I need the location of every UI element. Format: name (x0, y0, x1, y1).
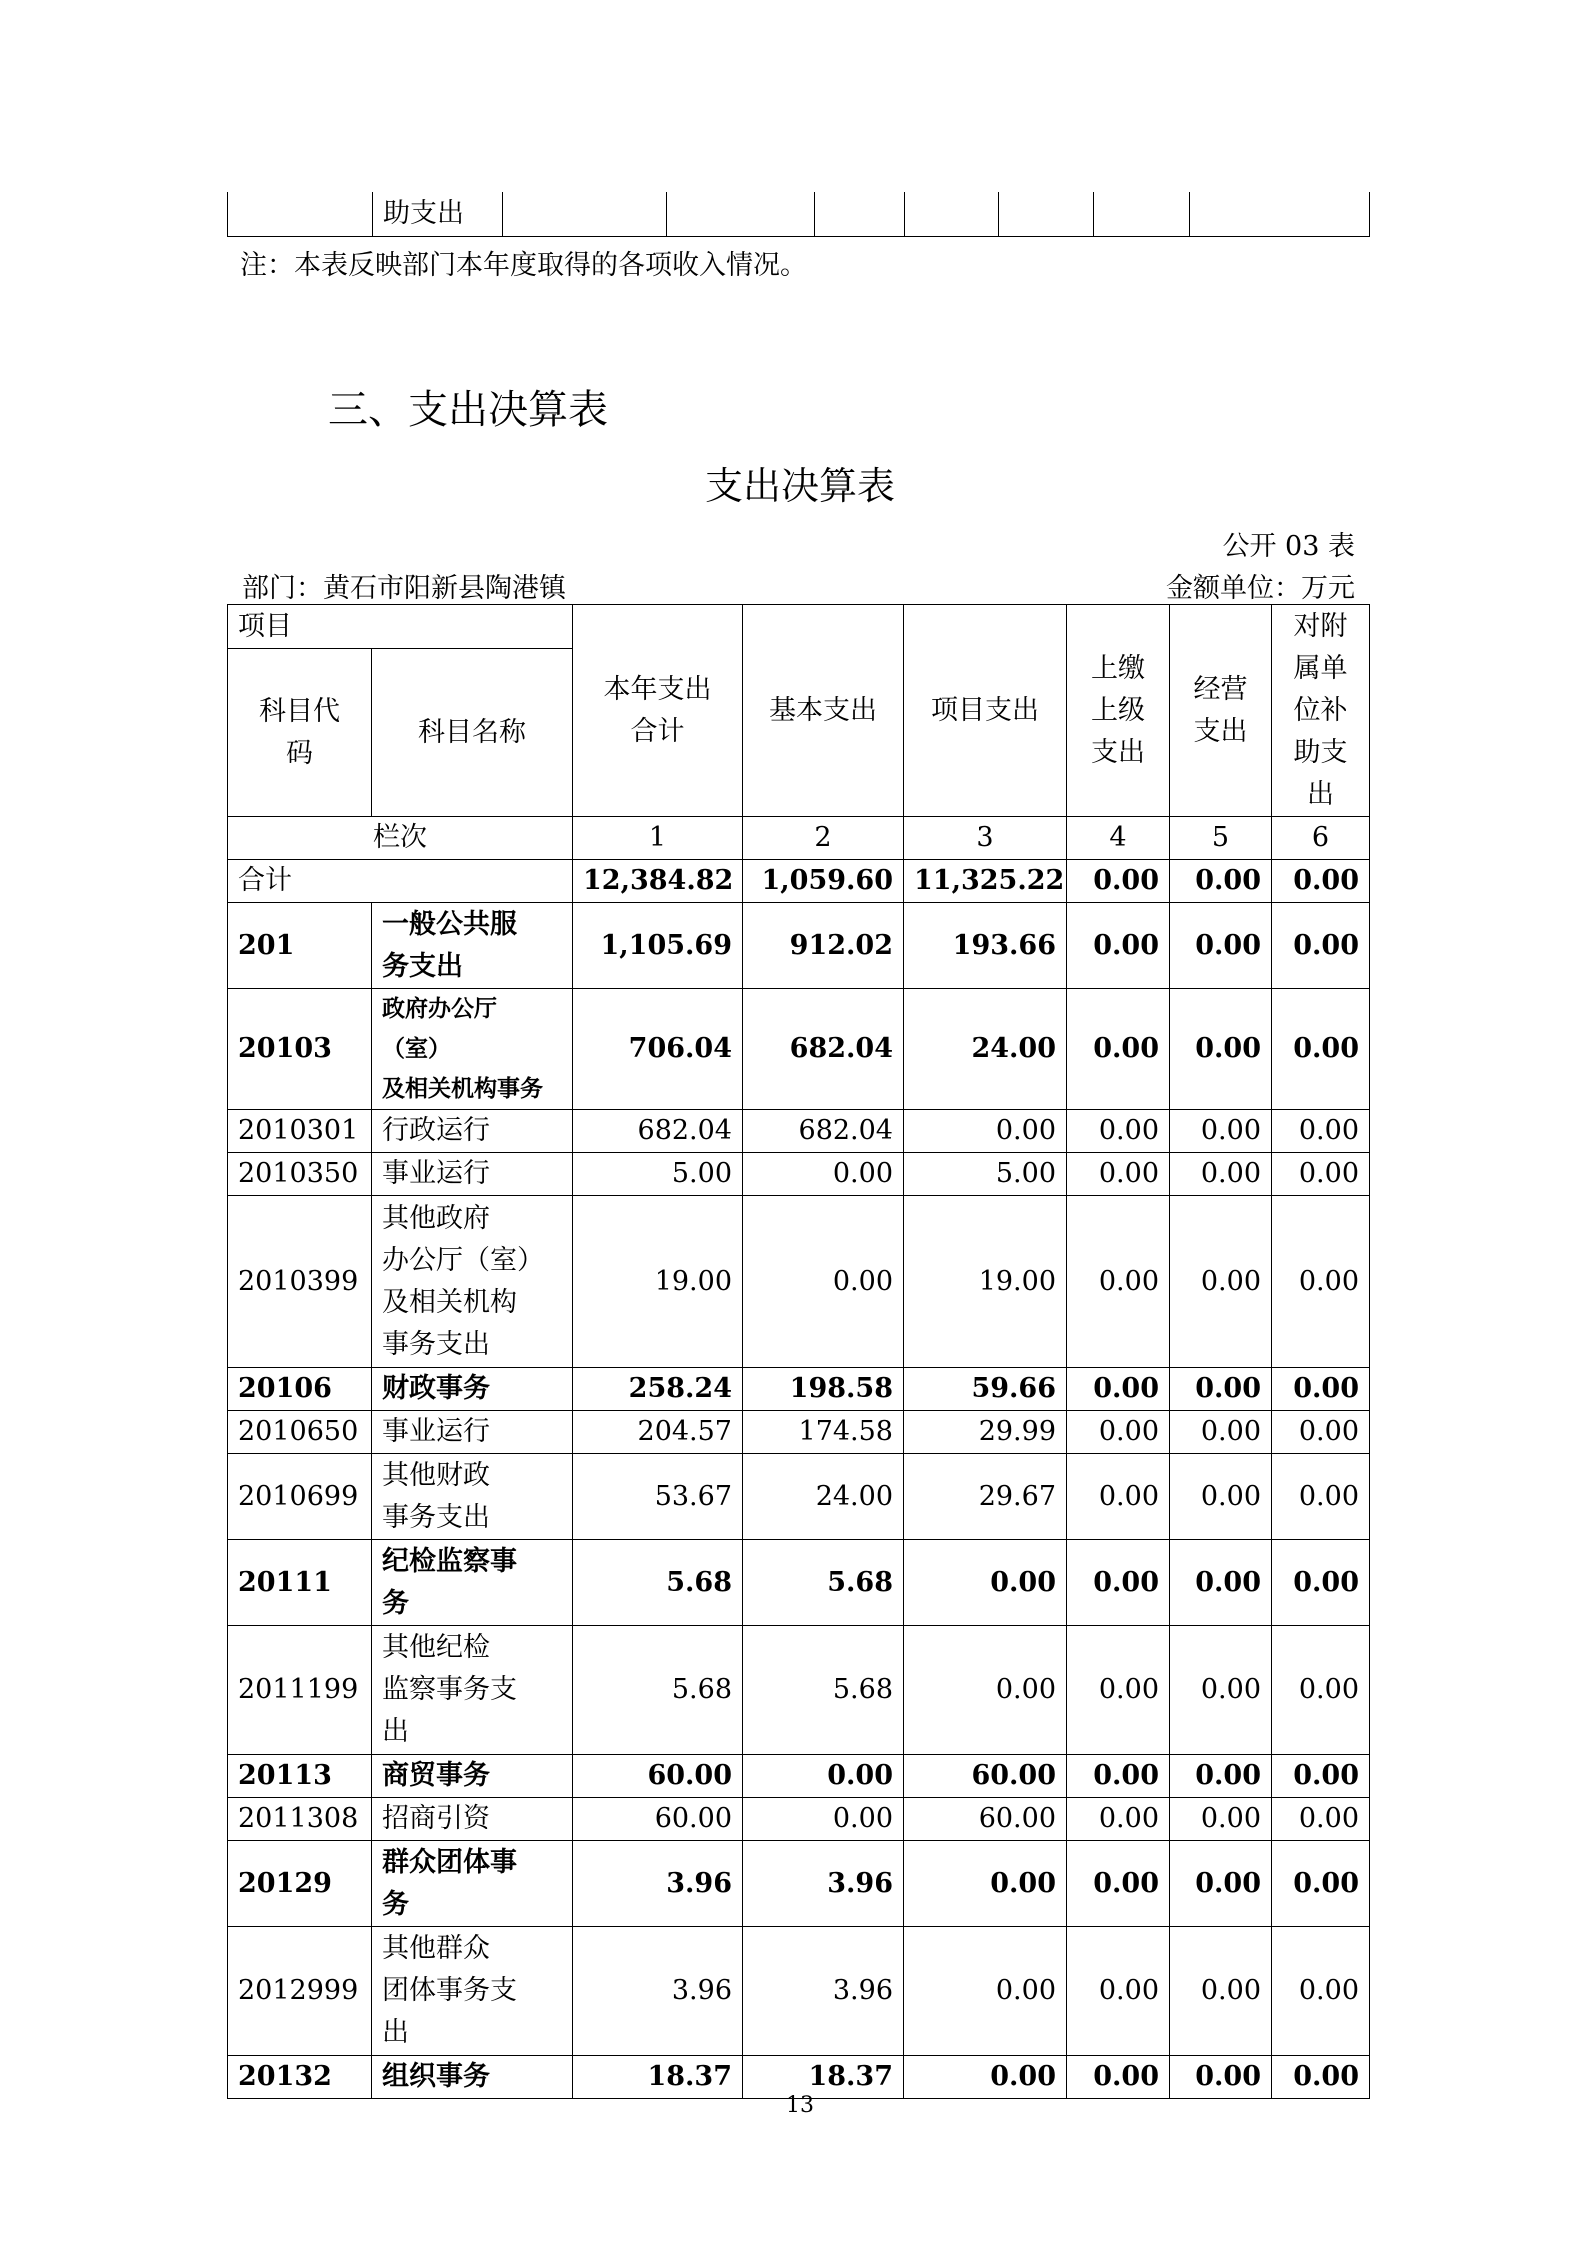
prev-cell (667, 192, 815, 236)
table-row (228, 1841, 1370, 1927)
row-code: 2011308 (228, 1798, 372, 1841)
total-value: 12,384.82 (573, 860, 743, 903)
total-value: 11,325.22 (904, 860, 1067, 903)
row-value: 53.67 (573, 1454, 743, 1540)
row-name: 其他群众 团体事务支 出 (372, 1927, 573, 2056)
row-value: 0.00 (743, 1153, 904, 1196)
prev-cell (905, 192, 999, 236)
row-value: 60.00 (573, 1755, 743, 1798)
row-value: 0.00 (1272, 1540, 1370, 1626)
unit-label: 金额单位：万元 (1166, 573, 1355, 604)
table-row (228, 903, 1370, 989)
row-value: 0.00 (1067, 1540, 1170, 1626)
row-name: 招商引资 (372, 1798, 573, 1841)
row-value: 0.00 (1272, 1368, 1370, 1411)
row-value: 0.00 (1272, 1626, 1370, 1755)
table-row (228, 1153, 1370, 1196)
total-value: 0.00 (1170, 860, 1272, 903)
row-value: 0.00 (904, 1110, 1067, 1153)
row-code: 2012999 (228, 1927, 372, 2056)
total-value: 0.00 (1272, 860, 1370, 903)
row-code: 2010301 (228, 1110, 372, 1153)
row-value: 24.00 (904, 989, 1067, 1110)
table-row (228, 1798, 1370, 1841)
row-value: 60.00 (573, 1798, 743, 1841)
row-value: 5.68 (743, 1626, 904, 1755)
row-value: 0.00 (1067, 1196, 1170, 1368)
department-label: 部门：黄石市阳新县陶港镇 (242, 573, 566, 604)
header-col-num: 6 (1272, 817, 1370, 860)
row-value: 682.04 (743, 1110, 904, 1153)
header-col-num: 5 (1170, 817, 1272, 860)
row-value: 0.00 (1170, 1798, 1272, 1841)
row-value: 0.00 (904, 2056, 1067, 2099)
row-value: 0.00 (1170, 1841, 1272, 1927)
header-upper: 上缴 上级 支出 (1067, 605, 1170, 817)
row-value: 59.66 (904, 1368, 1067, 1411)
row-value: 0.00 (743, 1755, 904, 1798)
row-value: 0.00 (1170, 989, 1272, 1110)
row-value: 0.00 (1272, 2056, 1370, 2099)
total-value: 0.00 (1067, 860, 1170, 903)
row-code: 20132 (228, 2056, 372, 2099)
header-col-num: 4 (1067, 817, 1170, 860)
row-value: 0.00 (1067, 1153, 1170, 1196)
row-name: 纪检监察事 务 (372, 1540, 573, 1626)
header-total: 本年支出 合计 (573, 605, 743, 817)
header-project: 项目 (228, 605, 573, 649)
row-value: 0.00 (743, 1798, 904, 1841)
section-heading: 三、支出决算表 (328, 387, 608, 433)
row-value: 0.00 (1067, 989, 1170, 1110)
row-value: 5.00 (904, 1153, 1067, 1196)
row-value: 24.00 (743, 1454, 904, 1540)
row-name: 财政事务 (372, 1368, 573, 1411)
row-value: 18.37 (573, 2056, 743, 2099)
table-row (228, 1411, 1370, 1454)
row-value: 60.00 (904, 1798, 1067, 1841)
row-value: 0.00 (1067, 1626, 1170, 1755)
row-value: 0.00 (1272, 1755, 1370, 1798)
row-value: 0.00 (1170, 1153, 1272, 1196)
row-name: 事业运行 (372, 1153, 573, 1196)
row-code: 20103 (228, 989, 372, 1110)
row-value: 0.00 (1170, 1411, 1272, 1454)
row-value: 3.96 (573, 1841, 743, 1927)
table-row (228, 1196, 1370, 1368)
header-name: 科目名称 (372, 649, 573, 817)
row-code: 201 (228, 903, 372, 989)
row-value: 0.00 (1272, 1798, 1370, 1841)
header-subsidy: 对附 属单 位补 助支 出 (1272, 605, 1370, 817)
row-value: 706.04 (573, 989, 743, 1110)
row-name: 其他政府 办公厅（室） 及相关机构 事务支出 (372, 1196, 573, 1368)
row-value: 60.00 (904, 1755, 1067, 1798)
row-value: 0.00 (1272, 1153, 1370, 1196)
row-value: 0.00 (1170, 2056, 1272, 2099)
header-col-num: 2 (743, 817, 904, 860)
row-value: 0.00 (1067, 2056, 1170, 2099)
row-value: 0.00 (1170, 1196, 1272, 1368)
row-code: 20113 (228, 1755, 372, 1798)
table-row (228, 1755, 1370, 1798)
table-row (228, 1368, 1370, 1411)
table-row (228, 989, 1370, 1110)
prev-cell (999, 192, 1094, 236)
total-label: 合计 (228, 860, 573, 903)
row-value: 0.00 (1170, 903, 1272, 989)
table-row (228, 1454, 1370, 1540)
row-code: 2011199 (228, 1626, 372, 1755)
header-basic: 基本支出 (743, 605, 904, 817)
row-value: 682.04 (743, 989, 904, 1110)
form-number: 公开 03 表 (1222, 531, 1355, 562)
table-row (228, 1110, 1370, 1153)
prev-cell (1094, 192, 1190, 236)
row-value: 0.00 (1272, 989, 1370, 1110)
expenditure-table (227, 604, 1370, 2099)
row-value: 0.00 (904, 1841, 1067, 1927)
row-value: 198.58 (743, 1368, 904, 1411)
prev-table-note: 注：本表反映部门本年度取得的各项收入情况。 (240, 250, 807, 281)
row-value: 0.00 (1272, 1196, 1370, 1368)
header-column-index: 栏次 (228, 817, 573, 860)
row-value: 0.00 (1067, 903, 1170, 989)
row-value: 0.00 (1067, 1755, 1170, 1798)
row-value: 193.66 (904, 903, 1067, 989)
row-code: 2010650 (228, 1411, 372, 1454)
row-code: 2010350 (228, 1153, 372, 1196)
prev-cell (228, 192, 373, 236)
row-value: 0.00 (1272, 1454, 1370, 1540)
row-value: 29.99 (904, 1411, 1067, 1454)
row-value: 19.00 (573, 1196, 743, 1368)
prev-cell-label: 助支出 (373, 192, 503, 236)
row-value: 0.00 (1067, 1110, 1170, 1153)
row-name: 群众团体事 务 (372, 1841, 573, 1927)
row-value: 0.00 (1067, 1368, 1170, 1411)
row-name: 行政运行 (372, 1110, 573, 1153)
row-value: 0.00 (904, 1626, 1067, 1755)
row-value: 3.96 (743, 1927, 904, 2056)
row-value: 0.00 (1170, 1626, 1272, 1755)
row-value: 0.00 (1170, 1368, 1272, 1411)
row-value: 0.00 (1067, 1454, 1170, 1540)
row-value: 5.00 (573, 1153, 743, 1196)
row-value: 0.00 (1272, 1411, 1370, 1454)
row-value: 5.68 (573, 1626, 743, 1755)
row-value: 0.00 (1170, 1540, 1272, 1626)
previous-table-fragment (227, 192, 1370, 237)
row-value: 174.58 (743, 1411, 904, 1454)
row-value: 0.00 (1170, 1755, 1272, 1798)
row-value: 29.67 (904, 1454, 1067, 1540)
row-value: 0.00 (904, 1927, 1067, 2056)
row-code: 20111 (228, 1540, 372, 1626)
row-code: 20129 (228, 1841, 372, 1927)
table-row (228, 1626, 1370, 1755)
row-name: 政府办公厅（室） 及相关机构事务 (372, 989, 573, 1110)
prev-cell (1190, 192, 1370, 236)
row-value: 0.00 (1067, 1927, 1170, 2056)
page-number: 13 (786, 2093, 814, 2118)
row-name: 事业运行 (372, 1411, 573, 1454)
prev-cell (503, 192, 667, 236)
prev-cell (815, 192, 905, 236)
row-value: 0.00 (1272, 903, 1370, 989)
row-value: 258.24 (573, 1368, 743, 1411)
row-value: 0.00 (1067, 1798, 1170, 1841)
total-value: 1,059.60 (743, 860, 904, 903)
header-business: 经营 支出 (1170, 605, 1272, 817)
header-code: 科目代 码 (228, 649, 372, 817)
table-title: 支出决算表 (704, 464, 895, 508)
row-name: 组织事务 (372, 2056, 573, 2099)
row-value: 0.00 (743, 1196, 904, 1368)
row-value: 0.00 (1170, 1927, 1272, 2056)
row-value: 3.96 (743, 1841, 904, 1927)
row-value: 1,105.69 (573, 903, 743, 989)
row-value: 0.00 (1170, 1110, 1272, 1153)
row-value: 0.00 (1272, 1841, 1370, 1927)
row-value: 912.02 (743, 903, 904, 989)
row-value: 0.00 (1272, 1110, 1370, 1153)
row-code: 2010699 (228, 1454, 372, 1540)
row-value: 3.96 (573, 1927, 743, 2056)
header-col-num: 1 (573, 817, 743, 860)
table-row (228, 1927, 1370, 2056)
row-value: 0.00 (1170, 1454, 1272, 1540)
row-value: 18.37 (743, 2056, 904, 2099)
row-name: 其他纪检 监察事务支 出 (372, 1626, 573, 1755)
row-name: 商贸事务 (372, 1755, 573, 1798)
row-value: 0.00 (1067, 1841, 1170, 1927)
row-value: 0.00 (904, 1540, 1067, 1626)
row-value: 5.68 (573, 1540, 743, 1626)
row-value: 19.00 (904, 1196, 1067, 1368)
row-code: 2010399 (228, 1196, 372, 1368)
row-name: 一般公共服 务支出 (372, 903, 573, 989)
row-value: 204.57 (573, 1411, 743, 1454)
header-project-expenditure: 项目支出 (904, 605, 1067, 817)
row-name: 其他财政 事务支出 (372, 1454, 573, 1540)
header-col-num: 3 (904, 817, 1067, 860)
table-row (228, 1540, 1370, 1626)
row-value: 0.00 (1272, 1927, 1370, 2056)
row-value: 0.00 (1067, 1411, 1170, 1454)
row-value: 5.68 (743, 1540, 904, 1626)
row-code: 20106 (228, 1368, 372, 1411)
row-value: 682.04 (573, 1110, 743, 1153)
